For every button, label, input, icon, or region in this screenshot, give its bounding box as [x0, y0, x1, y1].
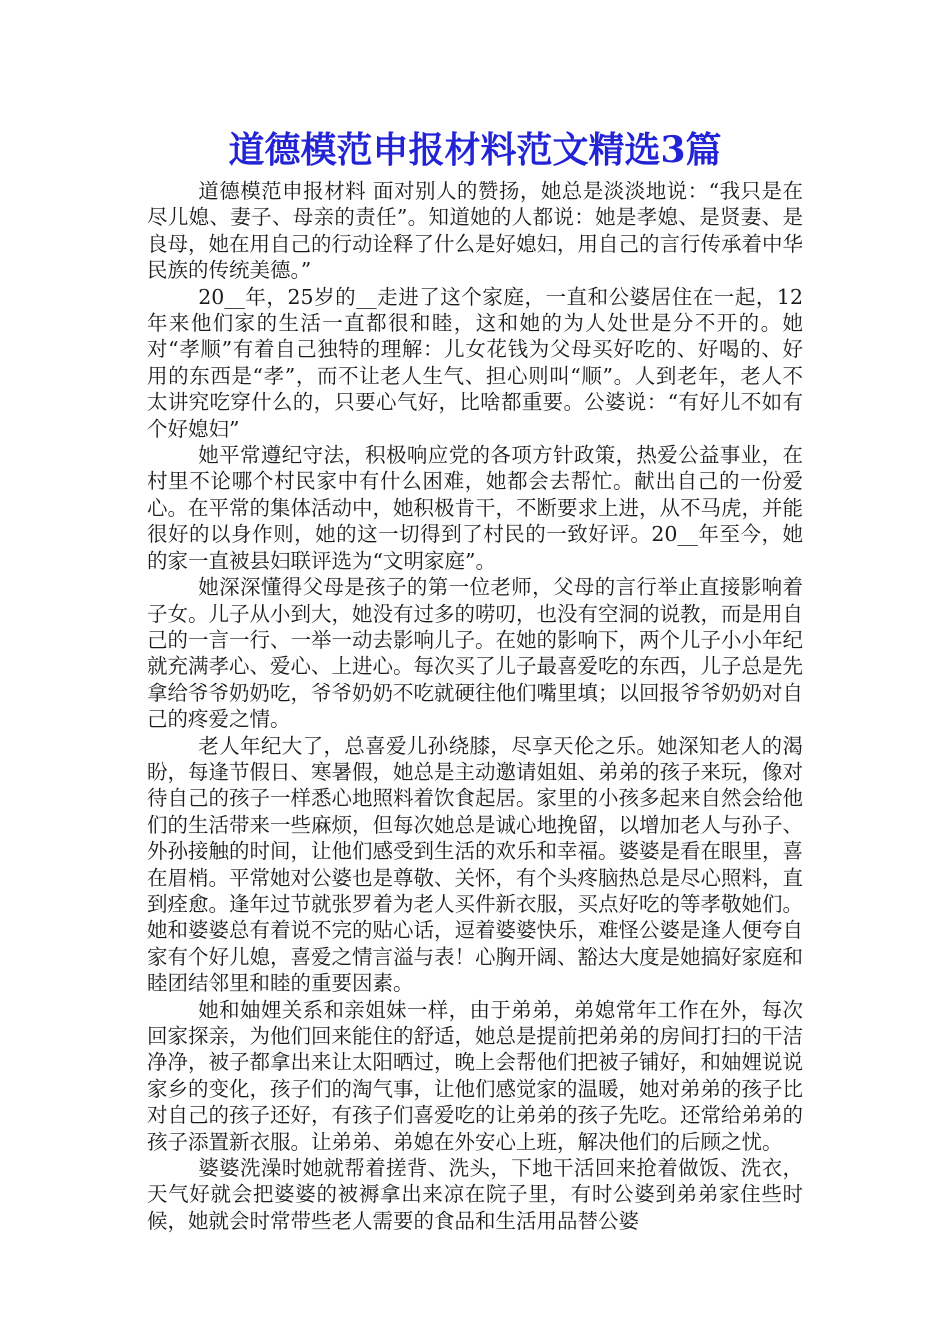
document-body [147, 178, 803, 1234]
paragraph: 婆婆洗澡时她就帮着搓背、洗头，下地干活回来抢着做饭、洗衣，天气好就会把婆婆的被褥拿出来凉在院子里，有时公婆到弟弟家住些时候，她就会时常带些老人需要的食品和生活用品替公婆 [147, 1156, 803, 1233]
document-page [147, 122, 803, 1234]
paragraph: 她深深懂得父母是孩子的第一位老师，父母的言行举止直接影响着子女。儿子从小到大，她没有过多的唠叨，也没有空洞的说教，而是用自己的一言一行、一举一动去影响儿子。在她的影响下，两个儿子小小年纪就充满孝心、爱心、上进心。每次买了儿子最喜爱吃的东西，儿子总是先拿给爷爷奶奶吃，爷爷奶奶不吃就硬往他们嘴里填；以回报爷爷奶奶对自己的疼爱之情。 [147, 575, 803, 732]
paragraph: 20__年，25岁的__走进了这个家庭，一直和公婆居住在一起，12年来他们家的生活一直都很和睦，这和她的为人处世是分不开的。她对“孝顺”有着自己独特的理解：儿女花钱为父母买好吃的、好喝的、好用的东西是“孝”，而不让老人生气、担心则叫“顺”。人到老年，老人不太讲究吃穿什么的，只要心气好，比啥都重要。公婆说：“有好儿不如有个好媳妇” [147, 284, 803, 441]
document-title: 道德模范申报材料范文精选3篇 [228, 129, 722, 171]
paragraph: 老人年纪大了，总喜爱儿孙绕膝，尽享天伦之乐。她深知老人的渴盼，每逢节假日、寒暑假，她总是主动邀请姐姐、弟弟的孩子来玩，像对待自己的孩子一样悉心地照料着饮食起居。家里的小孩多起来自然会给他们的生活带来一些麻烦，但每次她总是诚心地挽留，以增加老人与孙子、外孙接触的时间，让他们感受到生活的欢乐和幸福。婆婆是看在眼里，喜在眉梢。平常她对公婆也是尊敬、关怀，有个头疼脑热总是尽心照料，直到痊愈。逢年过节就张罗着为老人买件新衣服，买点好吃的等孝敬她们。她和婆婆总有着说不完的贴心话，逗着婆婆快乐，难怪公婆是逢人便夸自家有个好儿媳，喜爱之情言溢与表！心胸开阔、豁达大度是她搞好家庭和睦团结邻里和睦的重要因素。 [147, 733, 803, 996]
paragraph: 她平常遵纪守法，积极响应党的各项方针政策，热爱公益事业，在村里不论哪个村民家中有什么困难，她都会去帮忙。献出自己的一份爱心。在平常的集体活动中，她积极肯干，不断要求上进，从不马虎，并能很好的以身作则，她的这一切得到了村民的一致好评。20__年至今，她的家一直被县妇联评选为“文明家庭”。 [147, 443, 803, 573]
paragraph: 道德模范申报材料 面对别人的赞扬，她总是淡淡地说：“我只是在尽儿媳、妻子、母亲的责任”。知道她的人都说：她是孝媳、是贤妻、是良母，她在用自己的行动诠释了什么是好媳妇，用自己的言行传承着中华民族的传统美德。” [147, 179, 803, 283]
paragraph: 她和妯娌关系和亲姐妹一样，由于弟弟，弟媳常年工作在外，每次回家探亲，为他们回来能住的舒适，她总是提前把弟弟的房间打扫的干洁净净，被子都拿出来让太阳晒过，晚上会帮他们把被子铺好，和妯娌说说家乡的变化，孩子们的淘气事，让他们感觉家的温暖，她对弟弟的孩子比对自己的孩子还好，有孩子们喜爱吃的让弟弟的孩子先吃。还常给弟弟的孩子添置新衣服。让弟弟、弟媳在外安心上班，解决他们的后顾之忧。 [147, 997, 803, 1154]
